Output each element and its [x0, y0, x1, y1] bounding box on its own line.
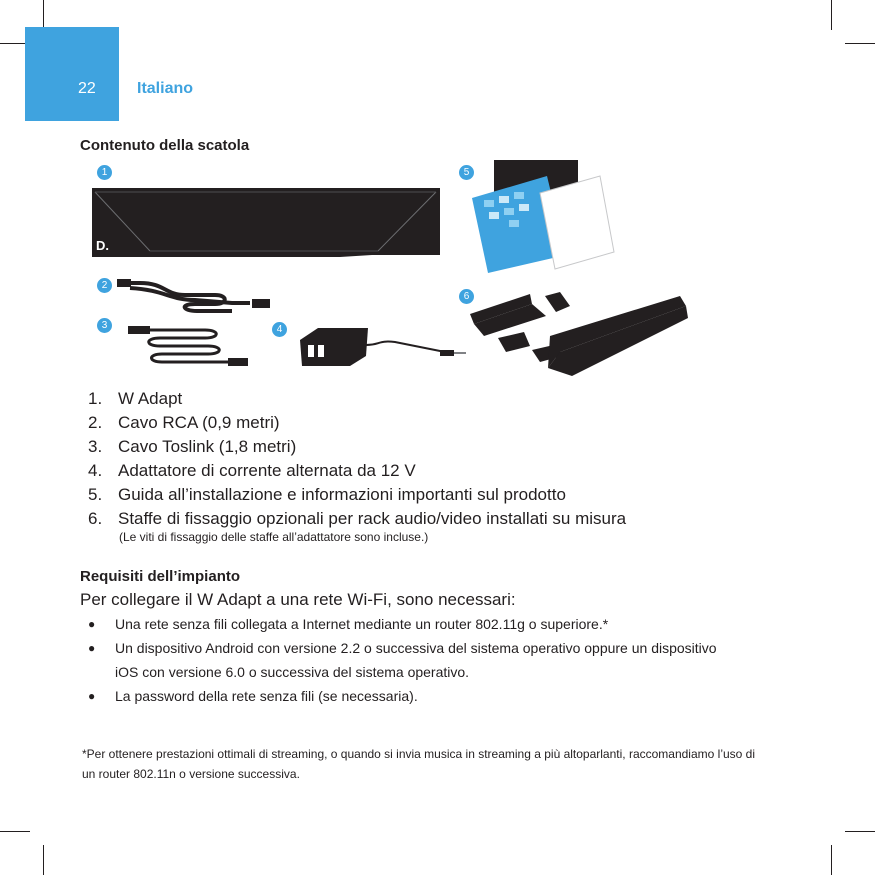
list-item: ● Un dispositivo Android con versione 2.2 o successiva del sistema operativo oppure un dispositivo iOS con versione 6.0 o successiva del sistema operativo. [88, 636, 728, 684]
badge-5: 5 [459, 165, 474, 180]
requirements-title: Requisiti dell’impianto [80, 568, 241, 585]
badge-4: 4 [272, 322, 287, 337]
page-number: 22 [78, 80, 96, 97]
box-contents-illustration [0, 0, 875, 400]
crop-mark [831, 845, 832, 875]
crop-mark [0, 831, 30, 832]
ac-adapter-illustration [300, 328, 466, 366]
rca-cable-illustration [117, 279, 270, 311]
footnote: *Per ottenere prestazioni ottimali di streaming, o quando si invia musica in streaming a più altoparlanti, raccomandiamo l’uso di un router 802.11n o versione successiva. [82, 747, 756, 781]
rack-brackets-illustration [470, 292, 688, 376]
toslink-cable-illustration [128, 326, 248, 366]
list-item: 1. W Adapt [88, 389, 183, 408]
crop-mark [43, 845, 44, 875]
list-item: 3. Cavo Toslink (1,8 metri) [88, 437, 297, 456]
requirements-lead: Per collegare il W Adapt a una rete Wi-Fi, sono necessari: [80, 590, 516, 609]
crop-mark [845, 831, 875, 832]
w-adapt-device-illustration [92, 188, 440, 257]
badge-2: 2 [97, 278, 112, 293]
requirements-list [88, 612, 728, 708]
screws-note: (Le viti di fissaggio delle staffe all’adattatore sono incluse.) [119, 530, 429, 544]
list-item: 5. Guida all’installazione e informazioni importanti sul prodotto [88, 485, 566, 504]
list-item: 6. Staffe di fissaggio opzionali per rack audio/video installati su misura [88, 509, 627, 528]
box-contents-list [88, 387, 626, 531]
list-item: ● Una rete senza fili collegata a Internet mediante un router 802.11g o superiore.* [88, 612, 728, 636]
badge-6: 6 [459, 289, 474, 304]
list-item: ● La password della rete senza fili (se necessaria). [88, 684, 728, 708]
device-logo: D. [96, 238, 109, 253]
guide-booklets-illustration [472, 160, 614, 273]
list-item: 2. Cavo RCA (0,9 metri) [88, 413, 280, 432]
badge-3: 3 [97, 318, 112, 333]
box-contents-title: Contenuto della scatola [80, 137, 250, 154]
list-item: 4. Adattatore di corrente alternata da 12 V [88, 461, 416, 480]
language-label: Italiano [137, 80, 194, 97]
badge-1: 1 [97, 165, 112, 180]
